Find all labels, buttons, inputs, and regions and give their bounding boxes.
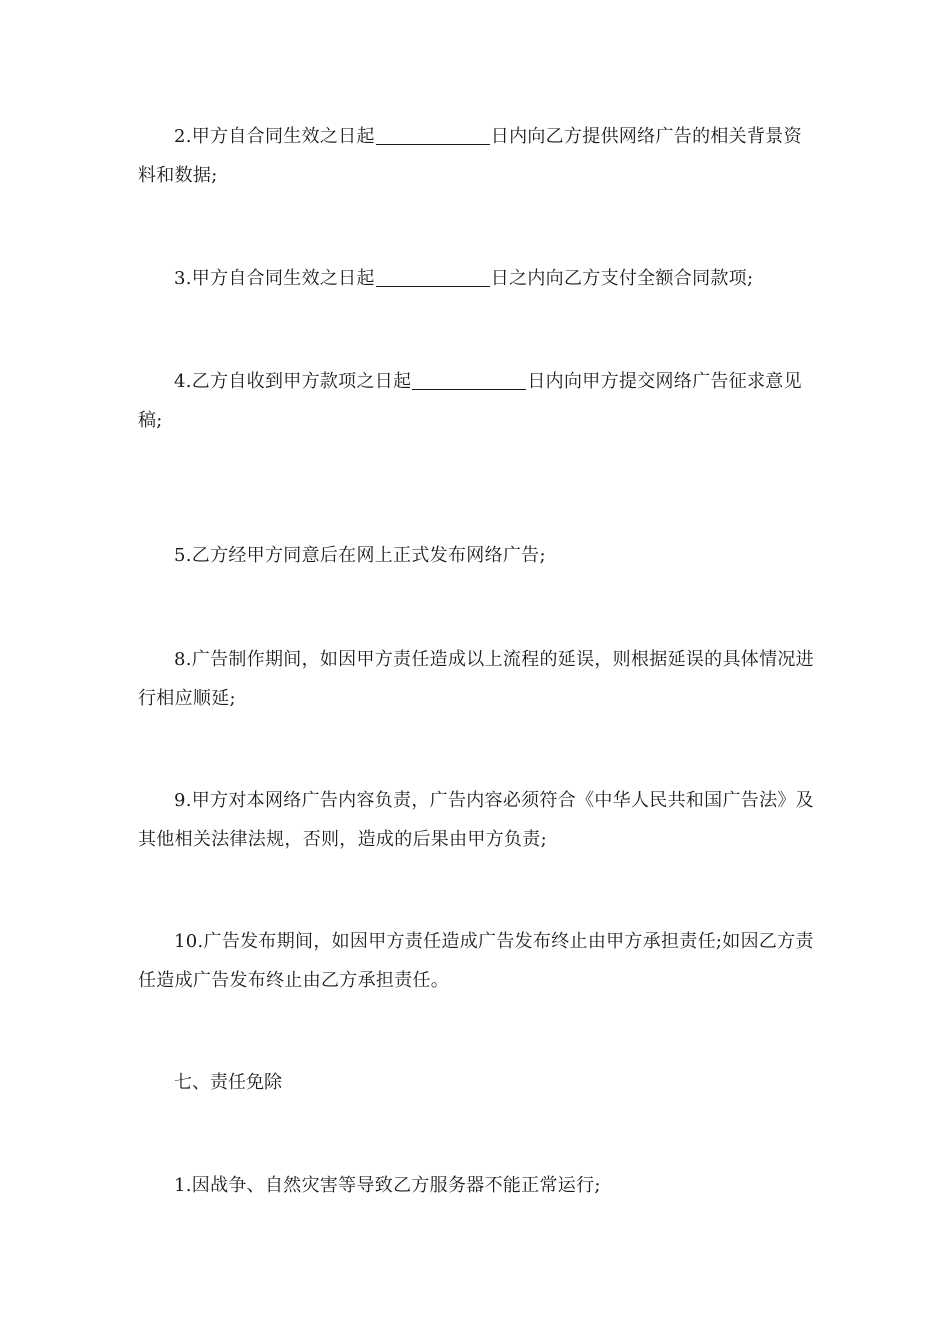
clause-9: 9.甲方对本网络广告内容负责，广告内容必须符合《中华人民共和国广告法》及其他相关法律法规，否则，造成的后果由甲方负责; [138, 790, 814, 850]
clause-10: 10.广告发布期间，如因甲方责任造成广告发布终止由甲方承担责任;如因乙方责任造成广告发布终止由乙方承担责任。 [138, 931, 814, 991]
clause-8: 8.广告制作期间，如因甲方责任造成以上流程的延误，则根据延误的具体情况进行相应顺延; [138, 649, 814, 709]
clause-2-text-before: 2.甲方自合同生效之日起 [174, 126, 375, 147]
fill-in-blank [376, 126, 490, 145]
clause-3 [138, 259, 814, 298]
clause-3-text-before: 3.甲方自合同生效之日起 [174, 268, 375, 289]
fill-in-blank [376, 268, 490, 287]
clause-4 [138, 362, 814, 440]
clause-2 [138, 117, 814, 195]
clause-4-text-before: 4.乙方自收到甲方款项之日起 [174, 371, 412, 392]
clause-2-text-after: 日内向乙方提供网络广告的相关背景资料和数据; [138, 126, 802, 186]
clause-4-text-after: 日内向甲方提交网络广告征求意见稿; [138, 371, 802, 431]
fill-in-blank [412, 371, 526, 390]
section-heading: 七、责任免除 [174, 1072, 282, 1093]
exemption-item-1: 1.因战争、自然灾害等导致乙方服务器不能正常运行; [174, 1175, 601, 1196]
clause-3-text-after: 日之内向乙方支付全额合同款项; [490, 268, 754, 289]
clause-5: 5.乙方经甲方同意后在网上正式发布网络广告; [174, 545, 546, 566]
